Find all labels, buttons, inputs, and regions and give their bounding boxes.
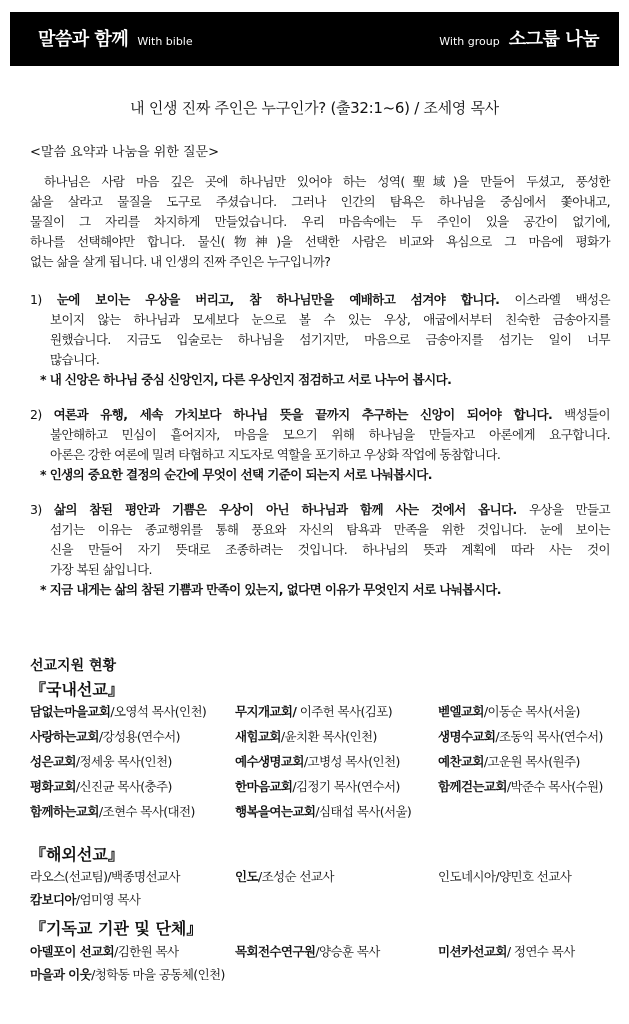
mission-entry-name: 예수생명교회 [235, 754, 304, 769]
question-line: 보이지 않는 하나님과 모세보다 눈으로 볼 수 있는 우상, 애굽에서부터 친숙한 금송아지를 [50, 312, 610, 327]
mission-row [30, 890, 620, 910]
question-1 [30, 290, 610, 390]
question-number: 1) [30, 292, 42, 307]
overseas-mission-heading: 『해외선교』 [30, 845, 124, 864]
mission-entry [30, 965, 225, 983]
question-line: 신을 만들어 자기 뜻대로 조종하려는 것입니다. 하나님의 뜻과 계획에 따라 사는 것이 [50, 542, 610, 557]
mission-entry-detail: /김한원 목사 [114, 944, 179, 959]
mission-entry-name: 마을과 이웃 [30, 967, 92, 982]
mission-entry [30, 802, 195, 820]
mission-entry-name: 한마음교회 [235, 779, 293, 794]
discussion-prompt: * 인생의 중요한 결정의 순간에 무엇이 선택 기준이 되는지 서로 나눠봅시다. [40, 467, 432, 482]
discussion-prompt: * 지금 내게는 삶의 참된 기쁨과 만족이 있는지, 없다면 이유가 무엇인지 서로 나눠봅시다. [40, 582, 501, 597]
mission-entry-detail: /윤치환 목사(인천) [280, 729, 377, 744]
mission-entry-name: 생명수교회 [438, 729, 496, 744]
question-line: 불안해하고 민심이 흩어지자, 마음을 모으기 위해 하나님을 만들자고 아론에게 요구합니다. [50, 427, 610, 442]
mission-entry-name: 아델포이 선교회 [30, 944, 115, 959]
mission-entry-detail: /조현수 목사(대전) [98, 804, 195, 819]
mission-entry-detail: 이주헌 목사(김포) [296, 704, 392, 719]
mission-entry [438, 942, 575, 960]
mission-entry-detail: /강성용(연수서) [98, 729, 180, 744]
mission-entry-name: 함께걷는교회 [438, 779, 507, 794]
header-right-sub: With group [439, 35, 500, 48]
question-first-line [30, 500, 610, 520]
mission-entry-detail: /오영석 목사(인천) [110, 704, 207, 719]
header-left-title: 말씀과 함께 [38, 29, 129, 50]
mission-entry-detail: 라오스(선교팀)/백종명선교사 [30, 869, 180, 884]
mission-entry-detail: / 정연수 목사 [506, 944, 575, 959]
mission-row [30, 752, 620, 772]
mission-entry-detail: /이동순 목사(서울) [483, 704, 580, 719]
mission-row [30, 942, 620, 962]
header-left [38, 25, 197, 51]
question-number: 3) [30, 502, 42, 517]
question-first-line [30, 405, 610, 425]
mission-entry [30, 867, 180, 885]
mission-entry [30, 890, 140, 908]
mission-entry-detail: /신진균 목사(충주) [75, 779, 172, 794]
mission-entry-detail: /정세웅 목사(인천) [75, 754, 172, 769]
mission-entry [235, 727, 377, 745]
question-first-rest: 우상을 만들고 [528, 502, 611, 517]
mission-entry-name: 목회전수연구원 [235, 944, 316, 959]
question-main-point: 눈에 보이는 우상을 버리고, 참 하나님만을 예배하고 섬겨야 합니다. [56, 292, 500, 307]
mission-row [30, 802, 620, 822]
mission-entry-name: 캄보디아 [30, 892, 76, 907]
header-right [435, 25, 599, 51]
mission-entry [30, 752, 172, 770]
mission-entry [235, 777, 400, 795]
question-first-rest: 백성들이 [564, 407, 610, 422]
header-banner [10, 12, 619, 66]
mission-entry [235, 802, 411, 820]
mission-entry-name: 함께하는교회 [30, 804, 99, 819]
mission-entry-detail: /김정기 목사(연수서) [292, 779, 400, 794]
mission-row [30, 727, 620, 747]
summary-heading: <말씀 요약과 나눔을 위한 질문> [30, 145, 220, 160]
question-main-point: 삶의 참된 평안과 기쁨은 우상이 아닌 하나님과 함께 사는 것에서 옵니다. [53, 502, 517, 517]
mission-entry-name: 행복을여는교회 [235, 804, 316, 819]
question-number: 2) [30, 407, 42, 422]
mission-entry-detail: /심태섭 목사(서울) [315, 804, 412, 819]
question-line: 섬기는 이유는 종교행위를 통해 풍요와 자신의 탐욕과 만족을 위한 것입니다. 눈에 보이는 [50, 522, 610, 537]
header-right-title: 소그룹 나눔 [508, 29, 599, 50]
mission-entry-name: 성은교회 [30, 754, 76, 769]
mission-entry [438, 752, 580, 770]
mission-entry [438, 727, 603, 745]
summary-line: 하나를 선택해야만 합니다. 물신(物神)을 선택한 사람은 비교와 욕심으로 그 마음에 평화가 [30, 234, 610, 249]
question-main-point: 여론과 유행, 세속 가치보다 하나님 뜻을 끝까지 추구하는 신앙이 되어야 합니다. [53, 407, 553, 422]
mission-entry-detail: /고운원 목사(원주) [483, 754, 580, 769]
question-line: 원했습니다. 지금도 입술로는 하나님을 섬기지만, 마음으로 금송아지를 섬기는 일이 너무 [50, 332, 610, 347]
mission-entry [30, 942, 178, 960]
mission-entry-name: 평화교회 [30, 779, 76, 794]
mission-entry-name: 벧엘교회 [438, 704, 484, 719]
mission-entry [235, 942, 380, 960]
question-line: 가장 복된 삶입니다. [50, 562, 152, 577]
question-2 [30, 405, 610, 485]
mission-row [30, 867, 620, 887]
mission-entry-name: 무지개교회/ [235, 704, 297, 719]
mission-entry [30, 727, 180, 745]
mission-entry-name: 새힘교회 [235, 729, 281, 744]
mission-entry-detail: /조동익 목사(연수서) [495, 729, 603, 744]
question-first-line [30, 290, 610, 310]
mission-entry-name: 인도 [235, 869, 258, 884]
summary-paragraph [30, 172, 610, 272]
mission-row [30, 965, 620, 985]
mission-entry [438, 777, 603, 795]
summary-line: 하나님은 사람 마음 깊은 곳에 하나님만 있어야 하는 성역(聖域)을 만들어 두셨고, 풍성한 [44, 174, 610, 189]
mission-entry-name: 담없는마을교회 [30, 704, 111, 719]
question-first-rest: 이스라엘 백성은 [514, 292, 610, 307]
mission-entry-detail: /고병성 목사(인천) [303, 754, 400, 769]
mission-entry [438, 867, 571, 885]
question-3 [30, 500, 610, 600]
mission-row [30, 777, 620, 797]
summary-line: 삶을 살라고 물질을 도구로 주셨습니다. 그러나 인간의 탐욕은 하나님을 중심에서 쫓아내고, [30, 194, 610, 209]
mission-entry-name: 사랑하는교회 [30, 729, 99, 744]
mission-entry [235, 752, 400, 770]
mission-entry-detail: /조성순 선교사 [257, 869, 334, 884]
mission-entry-detail: /엄미영 목사 [75, 892, 141, 907]
mission-entry-detail: /청학동 마을 공동체(인천) [91, 967, 225, 982]
mission-entry [438, 702, 580, 720]
mission-entry [235, 867, 334, 885]
question-line: 많습니다. [50, 352, 100, 367]
question-line: 아론은 강한 여론에 밀려 타협하고 지도자로 역할을 포기하고 우상화 작업에 동참합니다. [50, 447, 501, 462]
header-left-sub: With bible [137, 35, 193, 48]
mission-heading: 선교지원 현황 [30, 658, 117, 674]
mission-entry-name: 예찬교회 [438, 754, 484, 769]
mission-entry [235, 702, 392, 720]
organization-heading: 『기독교 기관 및 단체』 [30, 919, 203, 938]
mission-entry-detail: 인도네시아/양민호 선교사 [438, 869, 572, 884]
mission-entry [30, 777, 172, 795]
summary-line: 없는 삶을 살게 됩니다. 내 인생의 진짜 주인은 누구입니까? [30, 254, 331, 269]
summary-line: 물질이 그 자리를 차지하게 만들었습니다. 우리 마음속에는 두 주인이 있을 공간이 없기에, [30, 214, 610, 229]
mission-entry [30, 702, 206, 720]
mission-entry-detail: /박준수 목사(수원) [506, 779, 603, 794]
sermon-title: 내 인생 진짜 주인은 누구인가? (출32:1~6) / 조세영 목사 [130, 99, 499, 117]
mission-entry-name: 미션카선교회 [438, 944, 507, 959]
mission-row [30, 702, 620, 722]
discussion-prompt: * 내 신앙은 하나님 중심 신앙인지, 다른 우상인지 점검하고 서로 나누어 봅시다. [40, 372, 452, 387]
domestic-mission-heading: 『국내선교』 [30, 680, 124, 699]
mission-entry-detail: /양승훈 목사 [315, 944, 380, 959]
